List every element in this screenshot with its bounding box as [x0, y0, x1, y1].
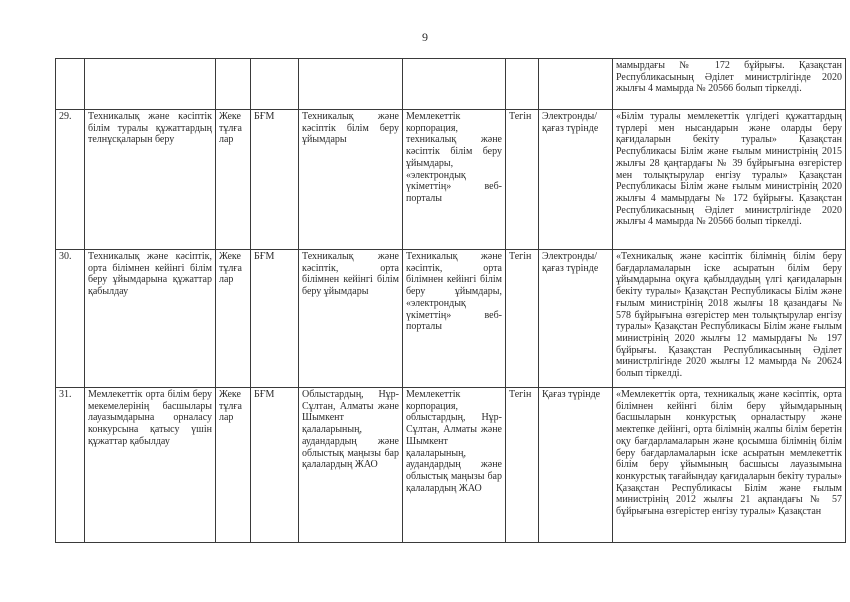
cell-service-recipient	[216, 59, 251, 110]
cell-legal-basis: «Мемлекеттік орта, техникалық және кәсіптік, орта білімнен кейінгі білім беру ұйымдарының басшыларын конкурстық орналастыру және мектепке дейінгі, орта білімнің жалпы білім беретін оқу бағдарламаларын және қосымша білімнің білім беру бағдарламаларын іске асыратын мемлекеттік білім беру ұйымының басшысы лауазымына конкурстық тағайындау қағидаларын бекіту туралы» Қазақстан Республикасы Білім және ғылым министрінің 2012 жылғы 21 ақпандағы № 57 бұйрығына өзгерістер енгізу туралы» Қазақстан	[613, 388, 846, 543]
services-table	[55, 58, 846, 543]
cell-delivery-channel	[403, 59, 506, 110]
cell-row-number: 31.	[56, 388, 85, 543]
cell-service-recipient: Жеке тұлға лар	[216, 110, 251, 250]
cell-service-name	[85, 59, 216, 110]
cell-delivery-channel: Техникалық және кәсіптік, орта білімнен кейінгі білім беру ұйымдары, «электрондық үкіметтің» веб-порталы	[403, 250, 506, 388]
cell-legal-basis: мамырдағы № 172 бұйрығы. Қазақстан Республикасының Әділет министрлігінде 2020 жылғы 4 мамырда № 20566 болып тіркелді.	[613, 59, 846, 110]
table-row	[56, 250, 846, 388]
cell-service-provider: Техникалық және кәсіптік білім беру ұйымдары	[299, 110, 403, 250]
cell-row-number	[56, 59, 85, 110]
table-row	[56, 59, 846, 110]
page-number: 9	[422, 30, 428, 44]
cell-service-recipient: Жеке тұлға лар	[216, 250, 251, 388]
cell-service-name: Техникалық және кәсіптік білім туралы құжаттардың телнұсқаларын беру	[85, 110, 216, 250]
cell-form: Электронды/ қағаз түрінде	[539, 110, 613, 250]
cell-row-number: 30.	[56, 250, 85, 388]
cell-legal-basis: «Білім туралы мемлекеттік үлгідегі құжаттардың түрлері мен нысандарын және оларды беру қағидаларын бекіту туралы» Қазақстан Республикасы Білім және ғылым министрінің 2015 жылғы 28 қаңтардағы № 39 бұйрығына өзгерістер мен толықтырулар енгізу туралы» Қазақстан Республикасы Білім және ғылым министрінің 2020 жылғы 4 мамырдағы № 172 бұйрығы. Қазақстан Республикасының Әділет министрлігінде 2020 жылғы 4 мамырда № 20566 болып тіркелді.	[613, 110, 846, 250]
cell-service-name: Техникалық және кәсіптік, орта білімнен кейінгі білім беру ұйымдарына құжаттар қабылдау	[85, 250, 216, 388]
services-table-body	[56, 59, 846, 543]
cell-fee	[506, 59, 539, 110]
cell-fee: Тегін	[506, 250, 539, 388]
cell-row-number: 29.	[56, 110, 85, 250]
cell-service-name: Мемлекеттік орта білім беру мекемелерінің басшылары лауазымдарына орналасу конкурсына қатысу үшін құжаттар қабылдау	[85, 388, 216, 543]
cell-authority	[251, 59, 299, 110]
cell-fee: Тегін	[506, 110, 539, 250]
table-row	[56, 388, 846, 543]
table-row	[56, 110, 846, 250]
cell-authority: БҒМ	[251, 110, 299, 250]
cell-authority: БҒМ	[251, 388, 299, 543]
cell-authority: БҒМ	[251, 250, 299, 388]
cell-delivery-channel: Мемлекеттік корпорация, облыстардың, Нұр-Сұлтан, Алматы және Шымкент қалаларының, аудандардың және облыстық маңызы бар қалалардың ЖАО	[403, 388, 506, 543]
cell-service-provider: Техникалық және кәсіптік, орта білімнен кейінгі білім беру ұйымдары	[299, 250, 403, 388]
cell-legal-basis: «Техникалық және кәсіптік білімнің білім беру бағдарламаларын іске асыратын білім беру ұйымдарына оқуға қабылдаудың үлгі қағидаларын бекіту туралы» Қазақстан Республикасы Білім және ғылым министрінің 2018 жылғы 18 қазандағы № 578 бұйрығына өзгерістер мен толықтырулар енгізу туралы» Қазақстан Республикасы Білім және ғылым министрінің 2020 жылғы 12 мамырдағы № 197 бұйрығы. Қазақстан Республикасының Әділет министрлігінде 2020 жылғы 12 мамырда № 20624 болып тіркелді.	[613, 250, 846, 388]
cell-fee: Тегін	[506, 388, 539, 543]
cell-form: Қағаз түрінде	[539, 388, 613, 543]
cell-service-provider: Облыстардың, Нұр-Сұлтан, Алматы және Шымкент қалаларының, аудандардың және облыстық маңызы бар қалалардың ЖАО	[299, 388, 403, 543]
cell-service-provider	[299, 59, 403, 110]
cell-service-recipient: Жеке тұлға лар	[216, 388, 251, 543]
cell-delivery-channel: Мемлекеттік корпорация, техникалық және кәсіптік білім беру ұйымдары, «электрондық үкіметтің» веб-порталы	[403, 110, 506, 250]
cell-form	[539, 59, 613, 110]
cell-form: Электронды/ қағаз түрінде	[539, 250, 613, 388]
